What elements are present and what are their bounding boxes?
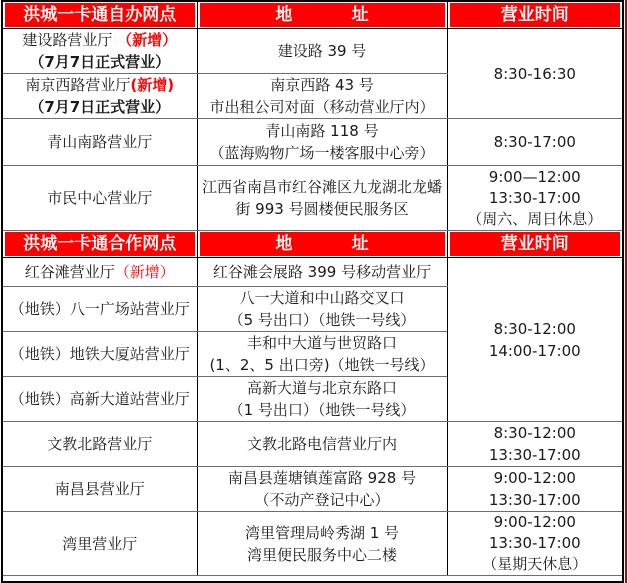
table-row — [2, 119, 623, 166]
branch-name-cell — [2, 422, 197, 467]
address-line: 南京西路 43 号 — [270, 76, 374, 94]
hours-cell — [447, 119, 623, 166]
branch-name-cell — [2, 119, 197, 166]
section2-header-address-label: 地 址 — [200, 232, 445, 256]
cutoff-row — [2, 576, 623, 582]
hours-cell — [447, 467, 623, 512]
section1-header-hours-label: 营业时间 — [450, 3, 621, 27]
service-points-table — [1, 0, 624, 583]
address-cell — [197, 29, 447, 74]
hours-line: 13:30-17:00 — [488, 188, 581, 207]
address-cell — [197, 377, 447, 422]
section1-header-branch-label: 洪城一卡通自办网点 — [5, 3, 195, 27]
address-line: (1、2、5 出口旁)（地铁一号线） — [209, 356, 435, 374]
branch-name-cell — [2, 29, 197, 74]
address-line: 红谷滩会展路 399 号移动营业厅 — [212, 263, 432, 281]
address-line: 八一大道和中山路交叉口 — [239, 289, 405, 307]
section1-header-address-label: 地 址 — [200, 3, 445, 27]
branch-name: （地铁）八一广场站营业厅 — [9, 300, 190, 318]
table-row — [2, 166, 623, 231]
section1-header-address — [197, 1, 447, 29]
section2-header-row — [2, 231, 623, 258]
section2-header-hours — [447, 231, 623, 258]
address-cell — [197, 119, 447, 166]
branch-name — [3, 261, 197, 283]
branch-name-text: 红谷滩营业厅 — [24, 263, 115, 281]
branch-name-cell — [2, 377, 197, 422]
table-row — [2, 422, 623, 467]
hours-line: 13:30-17:00 — [488, 491, 581, 509]
branch-name: 文教北路营业厅 — [47, 435, 153, 453]
address-line: 市出租公司对面（移动营业厅内） — [209, 98, 435, 116]
address-line: 建设路 39 号 — [277, 42, 367, 60]
hours-closed-note: （周六、周日休息） — [467, 209, 603, 228]
new-badge: （新增） — [114, 263, 175, 281]
hours-line: 13:30-17:00 — [488, 446, 581, 464]
address-cell — [197, 332, 447, 377]
branch-name: 市民中心营业厅 — [47, 189, 153, 207]
right-edge-red-line — [625, 0, 627, 583]
table-row — [2, 258, 623, 287]
hours-line: 13:30-17:00 — [488, 534, 581, 552]
cutoff-cell — [2, 576, 623, 582]
branch-name: 湾里营业厅 — [62, 534, 138, 553]
branch-name-cell — [2, 74, 197, 119]
address-line: 南昌县莲塘镇莲富路 928 号 — [227, 469, 417, 487]
branch-name: 南昌县营业厅 — [54, 480, 145, 498]
hours-cell — [447, 166, 623, 231]
hours-cell-merged — [447, 29, 623, 119]
address-cell — [197, 74, 447, 119]
address-line: 高新大道与北京东路口 — [246, 379, 397, 397]
section2-header-branch — [2, 231, 197, 258]
branch-name — [3, 74, 197, 96]
address-cell — [197, 512, 447, 576]
table-row — [2, 29, 623, 74]
hours-cell — [447, 512, 623, 576]
hours-line: 14:00-17:00 — [488, 341, 581, 360]
address-line: 街 993 号圆楼便民服务区 — [235, 200, 409, 218]
branch-name-cell — [2, 467, 197, 512]
hours-line: 9:00-12:00 — [493, 469, 576, 487]
section1-header-row — [2, 1, 623, 29]
address-line: （不动产登记中心） — [254, 491, 390, 509]
branch-name: （地铁）地铁大厦站营业厅 — [9, 345, 190, 363]
hours-closed-note: （星期天休息） — [482, 555, 588, 573]
branch-note: （7月7日正式营业） — [29, 53, 171, 71]
table-row — [2, 512, 623, 576]
hours-line: 9:00—12:00 — [488, 167, 581, 186]
hours-line: 8:30-12:00 — [493, 319, 576, 338]
address-line: 青山南路 118 号 — [265, 122, 379, 140]
hours-line: 8:30-16:30 — [493, 64, 576, 83]
hours-line: 8:30-12:00 — [493, 424, 576, 442]
address-line: 湾里便民服务中心二楼 — [246, 545, 397, 564]
branch-name-cell — [2, 332, 197, 377]
section2-header-branch-label: 洪城一卡通合作网点 — [5, 232, 195, 256]
hours-line: 8:30-17:00 — [493, 133, 576, 151]
branch-name — [3, 29, 197, 51]
address-line: 文教北路电信营业厅内 — [246, 435, 397, 453]
hours-line: 9:00-12:00 — [493, 513, 576, 531]
new-badge: (新增) — [130, 76, 175, 94]
address-line: 江西省南昌市红谷滩区九龙湖北龙蟠 — [201, 178, 442, 196]
branch-name: （地铁）高新大道站营业厅 — [9, 390, 190, 408]
hours-cell — [447, 422, 623, 467]
address-cell — [197, 166, 447, 231]
branch-name: 青山南路营业厅 — [47, 133, 153, 151]
branch-name-text: 建设路营业厅 — [22, 31, 118, 49]
address-line: （蓝海购物广场一楼客服中心旁） — [209, 144, 435, 162]
address-line: （5 号出口）（地铁一号线） — [228, 311, 416, 329]
address-cell — [197, 258, 447, 287]
address-line: 丰和中大道与世贸路口 — [246, 334, 397, 352]
branch-name-text: 南京西路营业厅 — [25, 76, 131, 94]
address-cell — [197, 287, 447, 332]
new-badge: （新增） — [117, 31, 178, 49]
table-row — [2, 467, 623, 512]
section1-header-hours — [447, 1, 623, 29]
hours-cell-merged — [447, 258, 623, 422]
branch-name-cell — [2, 258, 197, 287]
address-cell — [197, 467, 447, 512]
address-cell — [197, 422, 447, 467]
branch-note: （7月7日正式营业） — [29, 98, 171, 116]
address-line: 湾里管理局岭秀湖 1 号 — [244, 523, 400, 542]
branch-name-cell — [2, 512, 197, 576]
section1-header-branch — [2, 1, 197, 29]
branch-name-cell — [2, 287, 197, 332]
branch-name-cell — [2, 166, 197, 231]
address-line: （1 号出口）（地铁一号线） — [228, 401, 416, 419]
section2-header-hours-label: 营业时间 — [450, 232, 621, 256]
section2-header-address — [197, 231, 447, 258]
